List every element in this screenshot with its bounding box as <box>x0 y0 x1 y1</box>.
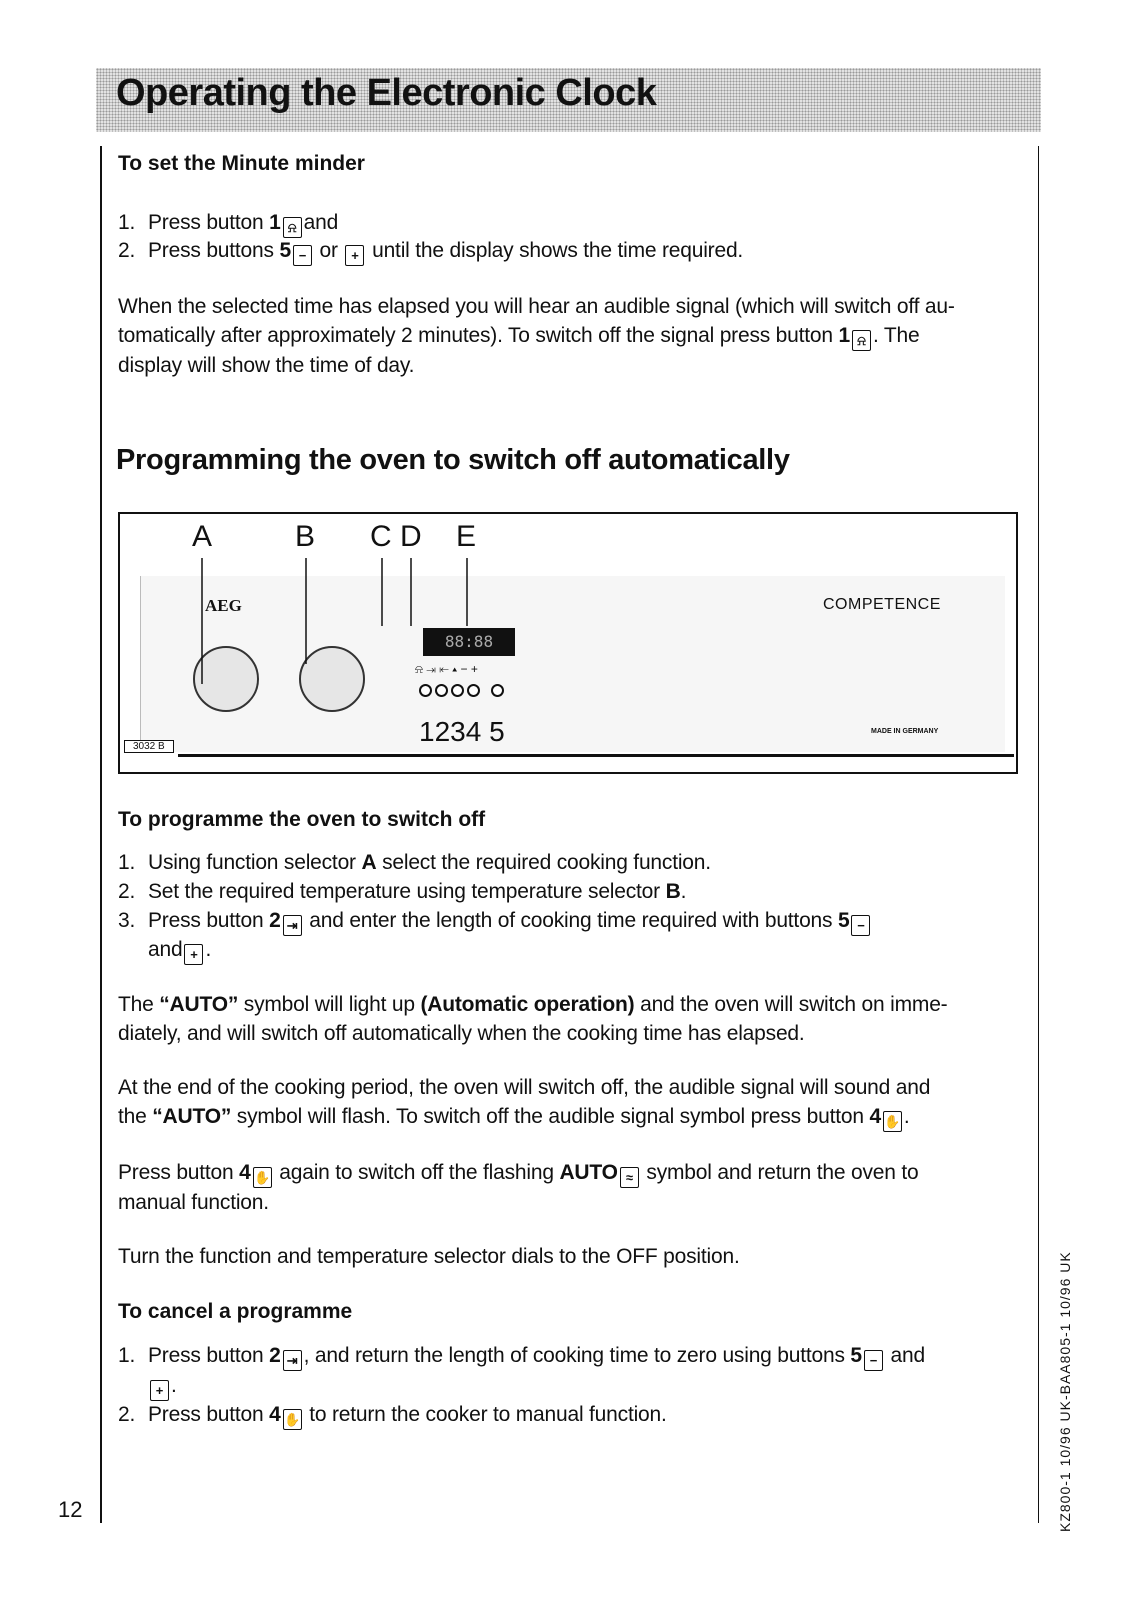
auto-hand-icon: ✋ <box>883 1111 902 1132</box>
left-margin-rule <box>100 146 102 1523</box>
cancel-step-1-cont: + . <box>148 1371 177 1401</box>
figure-tag: 3032 B <box>124 740 174 753</box>
section-heading: Programming the oven to switch off automatically <box>116 444 790 476</box>
programme-heading: To programme the oven to switch off <box>118 808 486 831</box>
label-a: A <box>192 520 213 553</box>
control-panel-diagram <box>118 512 1018 774</box>
bell-icon: ⍾ <box>852 330 871 351</box>
clock-display: 88:88 <box>423 628 515 656</box>
cancel-heading: To cancel a programme <box>118 1300 353 1323</box>
made-in-label: MADE IN GERMANY <box>871 728 939 735</box>
plus-icon: + <box>345 245 364 266</box>
minute-step-2: 2. Press buttons 5 − or + until the display shows the time required. <box>118 236 743 266</box>
programme-step-3-cont: and + . <box>148 935 211 965</box>
programme-step-3: 3. Press button 2 ⇥ and enter the length of cooking time required with buttons 5 − <box>118 906 872 936</box>
page-title: Operating the Electronic Clock <box>116 72 657 114</box>
bell-icon: ⍾ <box>283 217 302 238</box>
button-symbols: ⍾ ⇥ ⇤ ▴ − + <box>415 662 478 676</box>
minus-icon: − <box>864 1350 883 1371</box>
leader-lines <box>120 514 1016 772</box>
minute-minder-heading: To set the Minute minder <box>118 152 365 175</box>
duration-icon: ⇥ <box>283 1350 302 1371</box>
page-number: 12 <box>58 1497 83 1522</box>
title-banner <box>96 68 1041 132</box>
model-name: COMPETENCE <box>823 596 941 613</box>
cancel-step-1: 1. Press button 2 ⇥ , and return the length of cooking time to zero using buttons 5 − and <box>118 1341 925 1371</box>
brand-logo: AEG <box>205 596 242 615</box>
label-b: B <box>295 520 316 553</box>
press-paragraph: Press button 4 ✋ again to switch off the flashing AUTO ≈ symbol and return the oven to manual function. <box>118 1161 919 1214</box>
auto-symbol-icon: ≈ <box>620 1167 639 1188</box>
auto-hand-icon: ✋ <box>283 1409 302 1430</box>
turn-paragraph: Turn the function and temperature selector dials to the OFF position. <box>118 1245 740 1268</box>
auto-paragraph: The “AUTO” symbol will light up (Automatic operation) and the oven will switch on imme- diately, and will switch off automatically when the cooking time has elapsed. <box>118 993 948 1045</box>
label-d: D <box>400 520 422 553</box>
label-e: E <box>456 520 477 553</box>
plus-icon: + <box>184 944 203 965</box>
programme-step-1: 1. Using function selector A select the required cooking function. <box>118 851 711 874</box>
button-numbers: 1234 5 <box>419 716 505 747</box>
right-margin-rule <box>1038 146 1039 1523</box>
minus-icon: − <box>293 245 312 266</box>
end-paragraph: At the end of the cooking period, the oven will switch off, the audible signal will sound and the “AUTO” symbol will flash. To switch off the audible signal symbol press button 4 ✋ . <box>118 1073 930 1132</box>
plus-icon: + <box>150 1380 169 1401</box>
document-code: KZ800-1 10/96 UK-BAA805-1 10/96 UK <box>1057 1251 1073 1532</box>
duration-icon: ⇥ <box>283 915 302 936</box>
minus-icon: − <box>851 915 870 936</box>
cancel-step-2: 2. Press button 4 ✋ to return the cooker to manual function. <box>118 1400 667 1430</box>
programme-step-2: 2. Set the required temperature using temperature selector B. <box>118 880 687 903</box>
minute-step-1: 1. Press button 1 ⍾ and <box>118 208 338 238</box>
minute-paragraph: When the selected time has elapsed you will hear an audible signal (which will switch off au- tomatically after approximately 2 minutes). To switch off the signal press button 1 ⍾ . The display will show the time of day. <box>118 295 955 377</box>
auto-hand-icon: ✋ <box>253 1167 272 1188</box>
label-c: C <box>370 520 392 553</box>
